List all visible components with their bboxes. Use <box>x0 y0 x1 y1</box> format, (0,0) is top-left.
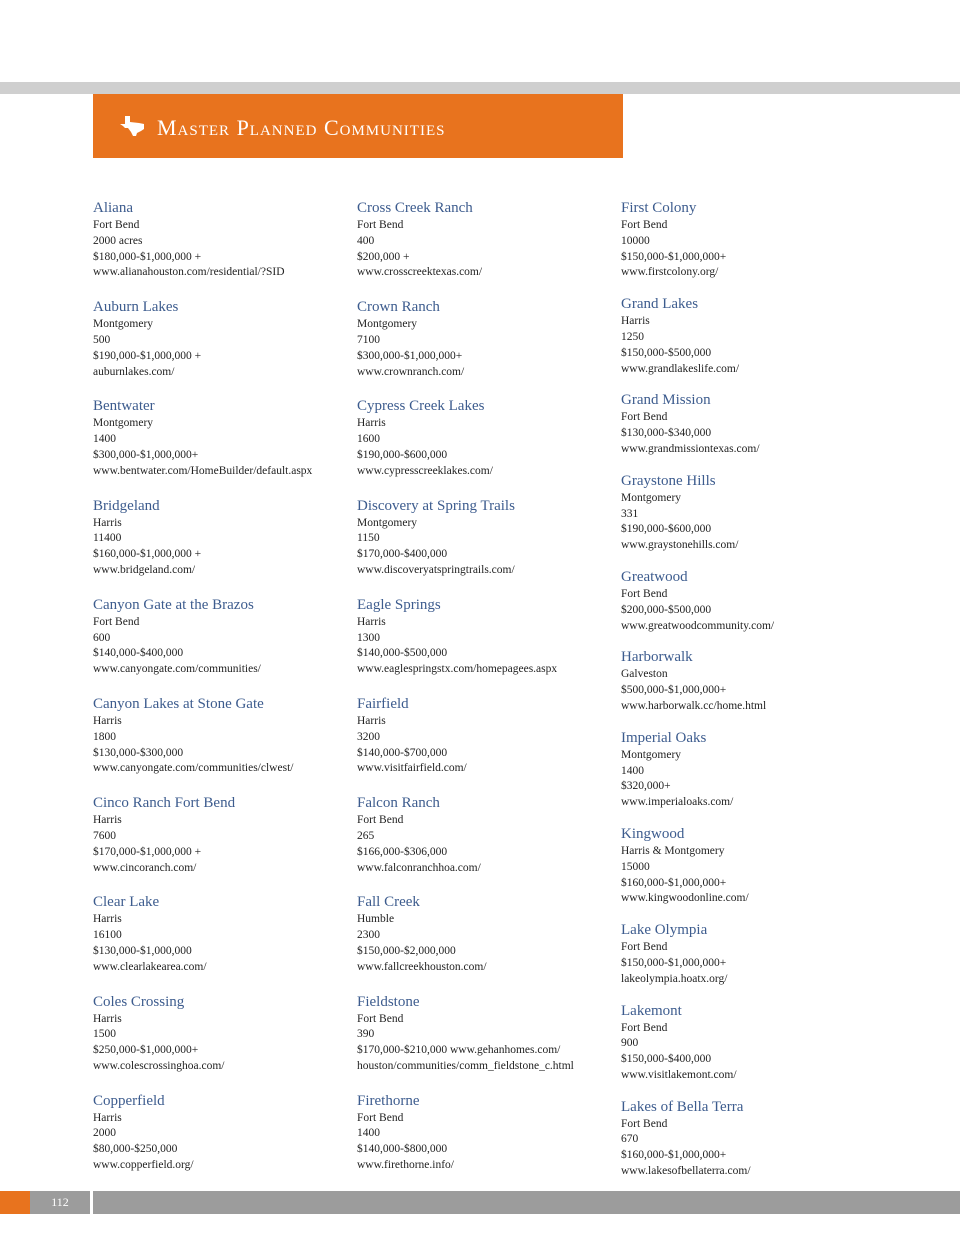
community-price: $130,000-$340,000 <box>621 427 712 440</box>
community-name: Lake Olympia <box>621 922 708 939</box>
community-name: Cross Creek Ranch <box>357 200 473 216</box>
community-price: $170,000-$1,000,000 + <box>93 845 202 858</box>
community-price: $140,000-$500,000 <box>357 647 448 660</box>
community-url: www.graystonehills.com/ <box>621 539 739 552</box>
community-url: www.discoveryatspringtrails.com/ <box>357 563 515 576</box>
community-name: Canyon Lakes at Stone Gate <box>93 695 264 712</box>
community-county: Montgomery <box>357 318 418 331</box>
community-name: Aliana <box>93 200 133 216</box>
community-price: $250,000-$1,000,000+ <box>93 1044 199 1057</box>
community-size: 331 <box>621 507 639 520</box>
community-size: 10000 <box>621 234 650 247</box>
community-entry <box>93 1092 348 1174</box>
community-name: First Colony <box>621 200 697 216</box>
community-size: 1300 <box>357 631 380 644</box>
community-entry <box>621 568 876 634</box>
community-price: $150,000-$1,000,000+ <box>621 956 727 969</box>
community-size: 1400 <box>621 764 644 777</box>
community-size: 670 <box>621 1133 639 1146</box>
community-entry <box>621 295 876 377</box>
community-name: Falcon Ranch <box>357 795 440 812</box>
community-county: Montgomery <box>93 417 154 430</box>
community-county: Harris <box>93 814 122 827</box>
community-name: Greatwood <box>621 568 688 585</box>
community-name: Bridgeland <box>93 497 160 514</box>
community-price: $190,000-$600,000 <box>357 448 448 461</box>
community-entry <box>357 893 612 975</box>
community-url: www.kingwoodonline.com/ <box>621 892 749 905</box>
community-url: www.visitfairfield.com/ <box>357 762 467 775</box>
community-size: 7100 <box>357 333 380 346</box>
community-size: 1250 <box>621 330 644 343</box>
community-price: $130,000-$1,000,000 <box>93 944 192 957</box>
community-county: Harris <box>357 714 386 727</box>
community-county: Fort Bend <box>357 1012 404 1025</box>
community-url: www.firethorne.info/ <box>357 1159 454 1172</box>
community-name: Lakemont <box>621 1002 682 1019</box>
community-size: 16100 <box>93 929 122 942</box>
community-county: Harris & Montgomery <box>621 844 725 857</box>
top-rule <box>0 82 960 94</box>
community-url: houston/communities/comm_fieldstone_c.html <box>357 1059 574 1072</box>
footer-accent <box>0 1191 30 1214</box>
community-size: 1800 <box>93 730 116 743</box>
community-price: $150,000-$2,000,000 <box>357 944 456 957</box>
community-name: Fall Creek <box>357 894 420 911</box>
community-county: Montgomery <box>621 748 682 761</box>
community-size: 900 <box>621 1037 639 1050</box>
community-county: Fort Bend <box>621 411 668 424</box>
community-url: auburnlakes.com/ <box>93 365 175 378</box>
texas-state-icon <box>119 115 145 137</box>
community-entry <box>93 893 348 975</box>
community-url: www.crosscreektexas.com/ <box>357 266 483 279</box>
community-entry <box>357 199 612 281</box>
community-county: Harris <box>621 315 650 328</box>
community-price: $300,000-$1,000,000+ <box>357 349 463 362</box>
community-url: www.colescrossinghoa.com/ <box>93 1059 225 1072</box>
community-entry <box>621 729 876 811</box>
community-county: Fort Bend <box>621 219 668 231</box>
community-county: Fort Bend <box>621 587 668 600</box>
community-price: $170,000-$210,000 www.gehanhomes.com/ <box>357 1044 561 1057</box>
community-name: Coles Crossing <box>93 993 185 1010</box>
community-size: 600 <box>93 631 111 644</box>
community-size: 7600 <box>93 829 116 842</box>
community-entry <box>621 825 876 907</box>
community-url: www.fallcreekhouston.com/ <box>357 960 487 973</box>
community-entry <box>93 794 348 876</box>
column-2 <box>357 199 612 1191</box>
community-county: Fort Bend <box>621 1021 668 1034</box>
community-price: $180,000-$1,000,000 + <box>93 250 202 263</box>
community-price: $190,000-$1,000,000 + <box>93 349 202 362</box>
community-county: Fort Bend <box>357 1111 404 1124</box>
community-name: Fairfield <box>357 695 409 712</box>
community-url: www.falconranchhoa.com/ <box>357 861 481 874</box>
community-entry <box>621 472 876 554</box>
community-price: $190,000-$600,000 <box>621 523 712 536</box>
community-entry <box>93 397 348 479</box>
community-url: www.visitlakemont.com/ <box>621 1068 737 1081</box>
page-number: 112 <box>30 1191 90 1214</box>
community-name: Copperfield <box>93 1092 165 1109</box>
community-url: www.eaglespringstx.com/homepagees.aspx <box>357 663 558 676</box>
community-name: Bentwater <box>93 398 155 415</box>
community-county: Montgomery <box>357 516 418 529</box>
community-price: $80,000-$250,000 <box>93 1143 178 1156</box>
community-size: 1150 <box>357 532 380 545</box>
community-url: www.bridgeland.com/ <box>93 563 196 576</box>
community-url: www.harborwalk.cc/home.html <box>621 699 767 712</box>
community-name: Fieldstone <box>357 993 420 1010</box>
community-county: Fort Bend <box>621 1117 668 1130</box>
community-entry <box>93 298 348 380</box>
community-county: Harris <box>357 417 386 430</box>
community-size: 2000 <box>93 1127 116 1140</box>
community-size: 15000 <box>621 860 650 873</box>
community-url: www.alianahouston.com/residential/?SID <box>93 266 285 279</box>
community-price: $500,000-$1,000,000+ <box>621 684 727 697</box>
community-url: www.greatwoodcommunity.com/ <box>621 619 775 632</box>
community-entry <box>357 397 612 479</box>
community-size: 500 <box>93 333 111 346</box>
community-price: $300,000-$1,000,000+ <box>93 448 199 461</box>
community-county: Harris <box>93 913 122 926</box>
community-url: www.grandmissiontexas.com/ <box>621 442 760 455</box>
community-name: Crown Ranch <box>357 299 440 316</box>
column-1 <box>93 199 348 1191</box>
community-size: 400 <box>357 234 375 247</box>
community-price: $170,000-$400,000 <box>357 548 448 561</box>
community-url: www.lakesofbellaterra.com/ <box>621 1165 751 1178</box>
community-price: $150,000-$500,000 <box>621 346 712 359</box>
community-name: Imperial Oaks <box>621 729 707 746</box>
community-entry <box>621 1098 876 1180</box>
community-county: Humble <box>357 913 395 926</box>
community-price: $320,000+ <box>621 780 671 793</box>
community-entry <box>93 199 348 281</box>
community-url: www.clearlakearea.com/ <box>93 960 207 973</box>
community-url: www.canyongate.com/communities/ <box>93 663 261 676</box>
community-size: 1400 <box>357 1127 380 1140</box>
community-price: $150,000-$400,000 <box>621 1053 712 1066</box>
community-url: www.cincoranch.com/ <box>93 861 197 874</box>
community-county: Harris <box>93 516 122 529</box>
community-county: Harris <box>93 1012 122 1025</box>
community-entry <box>357 596 612 678</box>
community-county: Harris <box>357 615 386 628</box>
community-name: Clear Lake <box>93 894 160 911</box>
community-url: www.copperfield.org/ <box>93 1159 194 1172</box>
page-title: Master Planned Communities <box>157 115 446 140</box>
community-name: Auburn Lakes <box>93 299 179 316</box>
section-banner <box>93 94 623 158</box>
community-url: www.imperialoaks.com/ <box>621 796 734 809</box>
community-entry <box>357 695 612 777</box>
community-entry <box>621 648 876 714</box>
community-price: $140,000-$800,000 <box>357 1143 448 1156</box>
community-size: 2000 acres <box>93 234 143 247</box>
community-entry <box>357 794 612 876</box>
community-url: www.crownranch.com/ <box>357 365 465 378</box>
column-3 <box>621 199 876 1194</box>
footer-bar <box>93 1191 960 1214</box>
community-url: www.grandlakeslife.com/ <box>621 362 740 375</box>
community-name: Grand Mission <box>621 392 711 409</box>
community-name: Discovery at Spring Trails <box>357 497 515 514</box>
community-county: Fort Bend <box>93 615 140 628</box>
community-name: Firethorne <box>357 1092 420 1109</box>
community-url: www.firstcolony.org/ <box>621 266 719 279</box>
community-entry <box>93 993 348 1075</box>
community-size: 265 <box>357 829 375 842</box>
community-price: $140,000-$700,000 <box>357 746 448 759</box>
community-county: Montgomery <box>93 318 154 331</box>
community-county: Galveston <box>621 668 668 681</box>
community-county: Montgomery <box>621 491 682 504</box>
community-url: lakeolympia.hoatx.org/ <box>621 972 728 985</box>
community-county: Fort Bend <box>621 941 668 954</box>
community-name: Canyon Gate at the Brazos <box>93 596 254 613</box>
community-entry <box>93 497 348 579</box>
community-size: 390 <box>357 1028 375 1041</box>
community-url: www.bentwater.com/HomeBuilder/default.aspx <box>93 464 313 477</box>
community-name: Graystone Hills <box>621 472 716 489</box>
community-entry <box>357 497 612 579</box>
community-price: $166,000-$306,000 <box>357 845 448 858</box>
community-entry <box>621 199 876 281</box>
community-entry <box>357 993 612 1075</box>
community-price: $160,000-$1,000,000 + <box>93 548 202 561</box>
community-entry <box>621 921 876 987</box>
community-url: www.canyongate.com/communities/clwest/ <box>93 762 294 775</box>
community-price: $200,000-$500,000 <box>621 603 712 616</box>
community-size: 11400 <box>93 532 122 545</box>
community-entry <box>621 1002 876 1084</box>
community-name: Cypress Creek Lakes <box>357 398 485 415</box>
community-price: $130,000-$300,000 <box>93 746 184 759</box>
community-name: Grand Lakes <box>621 296 699 313</box>
community-price: $160,000-$1,000,000+ <box>621 876 727 889</box>
community-county: Fort Bend <box>93 219 140 231</box>
community-county: Harris <box>93 1111 122 1124</box>
community-name: Eagle Springs <box>357 596 441 613</box>
community-county: Fort Bend <box>357 814 404 827</box>
community-size: 2300 <box>357 929 380 942</box>
community-entry <box>357 1092 612 1174</box>
community-county: Fort Bend <box>357 219 404 231</box>
community-url: www.cypresscreeklakes.com/ <box>357 464 493 477</box>
community-entry <box>93 596 348 678</box>
community-size: 1400 <box>93 433 116 446</box>
community-price: $140,000-$400,000 <box>93 647 184 660</box>
community-size: 1500 <box>93 1028 116 1041</box>
community-size: 1600 <box>357 433 380 446</box>
community-name: Cinco Ranch Fort Bend <box>93 795 236 812</box>
community-price: $160,000-$1,000,000+ <box>621 1149 727 1162</box>
community-name: Kingwood <box>621 825 685 842</box>
community-name: Lakes of Bella Terra <box>621 1098 744 1115</box>
community-entry <box>93 695 348 777</box>
community-county: Harris <box>93 714 122 727</box>
community-name: Harborwalk <box>621 649 693 666</box>
community-entry <box>621 391 876 457</box>
community-price: $150,000-$1,000,000+ <box>621 250 727 263</box>
community-price: $200,000 + <box>357 250 410 263</box>
community-size: 3200 <box>357 730 380 743</box>
community-entry <box>357 298 612 380</box>
